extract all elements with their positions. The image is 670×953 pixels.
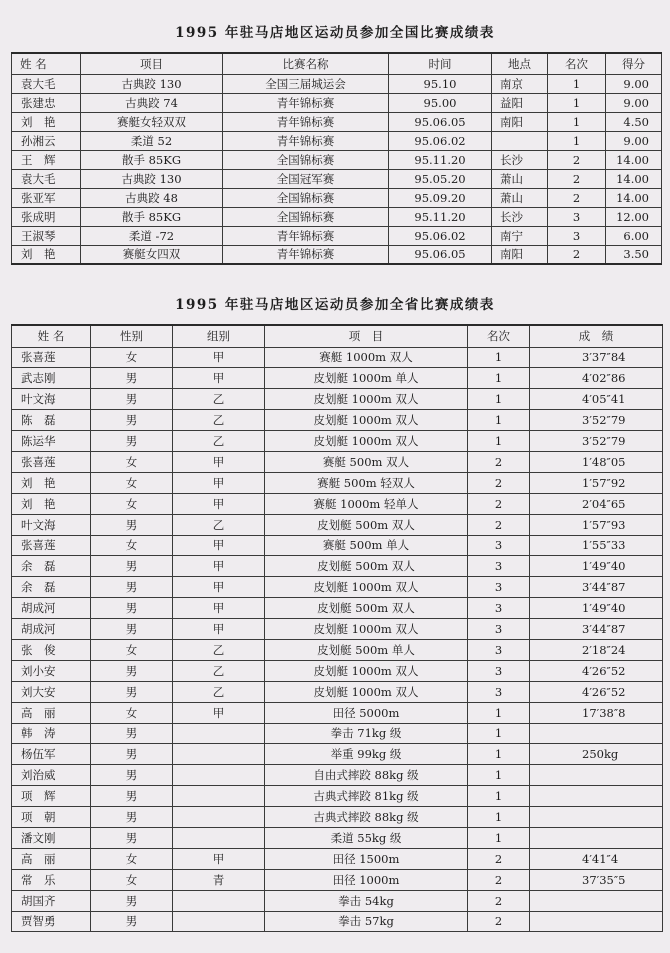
rank-cell: 2 [468,472,530,493]
group-cell: 乙 [173,639,265,660]
group-cell: 甲 [173,368,265,389]
gender-cell: 女 [91,702,173,723]
column-header: 组别 [173,325,265,347]
national-results-table [11,52,662,265]
date-cell: 95.06.02 [389,226,492,245]
athlete-name-cell: 袁大毛 [12,169,81,188]
result-cell: 4′26″52 [530,660,663,681]
table-row [12,431,663,452]
rank-cell: 3 [468,619,530,640]
rank-cell: 3 [548,226,606,245]
result-cell: 1′49″40 [530,556,663,577]
event-cell: 皮划艇 1000m 单人 [265,368,468,389]
event-cell: 赛艇 1000m 轻单人 [265,493,468,514]
rank-cell: 2 [548,150,606,169]
event-cell: 柔道 52 [81,131,223,150]
event-cell: 散手 85KG [81,150,223,169]
date-cell: 95.06.05 [389,112,492,131]
event-cell: 田径 1000m [265,869,468,890]
venue-cell: 南京 [492,74,548,93]
column-header: 姓 名 [12,53,81,74]
score-cell: 9.00 [606,74,662,93]
table-row [12,74,662,93]
date-cell: 95.05.20 [389,169,492,188]
gender-cell: 女 [91,493,173,514]
rank-cell: 3 [468,598,530,619]
column-header: 项 目 [265,325,468,347]
gender-cell: 男 [91,911,173,932]
venue-cell: 益阳 [492,93,548,112]
event-cell: 自由式摔跤 88kg 级 [265,765,468,786]
table-row [12,660,663,681]
rank-cell: 2 [548,245,606,264]
table-row [12,514,663,535]
rank-cell: 1 [468,368,530,389]
group-cell: 甲 [173,619,265,640]
event-cell: 皮划艇 1000m 双人 [265,660,468,681]
result-cell: 3′52″79 [530,410,663,431]
gender-cell: 女 [91,347,173,368]
rank-cell: 2 [468,848,530,869]
table-row [12,410,663,431]
athlete-name-cell: 余 磊 [12,556,91,577]
rank-cell: 1 [468,786,530,807]
table-row [12,207,662,226]
athlete-name-cell: 刘 艳 [12,112,81,131]
group-cell: 甲 [173,598,265,619]
header-row [12,325,663,347]
table-row [12,556,663,577]
athlete-name-cell: 张喜莲 [12,535,91,556]
result-cell [530,786,663,807]
competition-cell: 青年锦标赛 [223,226,389,245]
rank-cell: 2 [468,869,530,890]
gender-cell: 女 [91,848,173,869]
rank-cell: 1 [468,807,530,828]
date-cell: 95.10 [389,74,492,93]
event-cell: 柔道 55kg 级 [265,827,468,848]
result-cell: 4′05″41 [530,389,663,410]
athlete-name-cell: 张喜莲 [12,451,91,472]
table-row [12,869,663,890]
gender-cell: 男 [91,431,173,452]
table-row [12,848,663,869]
athlete-name-cell: 陈 磊 [12,410,91,431]
rank-cell: 3 [548,207,606,226]
athlete-name-cell: 叶文海 [12,514,91,535]
group-cell: 乙 [173,514,265,535]
column-header: 项目 [81,53,223,74]
athlete-name-cell: 胡成河 [12,598,91,619]
column-header: 性别 [91,325,173,347]
event-cell: 皮划艇 1000m 双人 [265,431,468,452]
rank-cell: 1 [468,347,530,368]
table-row [12,723,663,744]
athlete-name-cell: 余 磊 [12,577,91,598]
result-cell: 4′02″86 [530,368,663,389]
rank-cell: 3 [468,681,530,702]
venue-cell: 长沙 [492,207,548,226]
rank-cell: 2 [548,169,606,188]
athlete-name-cell: 张建忠 [12,93,81,112]
rank-cell: 1 [468,431,530,452]
result-cell: 4′41″4 [530,848,663,869]
table-row [12,639,663,660]
result-cell [530,890,663,911]
date-cell: 95.06.05 [389,245,492,264]
competition-cell: 全国三届城运会 [223,74,389,93]
result-cell: 1′57″92 [530,472,663,493]
athlete-name-cell: 刘大安 [12,681,91,702]
athlete-name-cell: 常 乐 [12,869,91,890]
group-cell [173,807,265,828]
result-cell: 3′44″87 [530,577,663,598]
event-cell: 田径 1500m [265,848,468,869]
result-cell: 1′55″33 [530,535,663,556]
result-cell: 2′04″65 [530,493,663,514]
rank-cell: 1 [468,389,530,410]
athlete-name-cell: 张 俊 [12,639,91,660]
athlete-name-cell: 王 辉 [12,150,81,169]
column-header: 成 绩 [530,325,663,347]
group-cell: 甲 [173,493,265,514]
table-row [12,112,662,131]
venue-cell: 萧山 [492,188,548,207]
score-cell: 4.50 [606,112,662,131]
venue-cell: 南宁 [492,226,548,245]
athlete-name-cell: 贾智勇 [12,911,91,932]
venue-cell: 长沙 [492,150,548,169]
group-cell: 甲 [173,848,265,869]
group-cell: 乙 [173,431,265,452]
rank-cell: 3 [468,556,530,577]
column-header: 时间 [389,53,492,74]
event-cell: 古典式摔跤 88kg 级 [265,807,468,828]
gender-cell: 女 [91,472,173,493]
table-row [12,827,663,848]
competition-cell: 青年锦标赛 [223,93,389,112]
table-row [12,702,663,723]
athlete-name-cell: 王淑琴 [12,226,81,245]
gender-cell: 男 [91,577,173,598]
event-cell: 赛艇 500m 双人 [265,451,468,472]
gender-cell: 男 [91,410,173,431]
event-cell: 皮划艇 1000m 双人 [265,577,468,598]
venue-cell: 南阳 [492,245,548,264]
athlete-name-cell: 高 丽 [12,702,91,723]
athlete-name-cell: 陈运华 [12,431,91,452]
event-cell: 古典跤 130 [81,169,223,188]
gender-cell: 男 [91,368,173,389]
rank-cell: 1 [468,744,530,765]
result-cell: 250kg [530,744,663,765]
result-cell: 3′37″84 [530,347,663,368]
athlete-name-cell: 项 朝 [12,807,91,828]
group-cell [173,786,265,807]
competition-cell: 全国锦标赛 [223,207,389,226]
event-cell: 皮划艇 500m 双人 [265,598,468,619]
table-row [12,577,663,598]
athlete-name-cell: 韩 涛 [12,723,91,744]
score-cell: 9.00 [606,131,662,150]
score-cell: 12.00 [606,207,662,226]
rank-cell: 2 [468,493,530,514]
athlete-name-cell: 张亚军 [12,188,81,207]
group-cell: 乙 [173,389,265,410]
table-row [12,786,663,807]
result-cell: 3′52″79 [530,431,663,452]
gender-cell: 男 [91,681,173,702]
table-row [12,169,662,188]
event-cell: 皮划艇 500m 单人 [265,639,468,660]
gender-cell: 男 [91,765,173,786]
result-cell: 4′26″52 [530,681,663,702]
rank-cell: 1 [548,93,606,112]
gender-cell: 男 [91,514,173,535]
event-cell: 皮划艇 1000m 双人 [265,389,468,410]
competition-cell: 全国锦标赛 [223,188,389,207]
event-cell: 皮划艇 1000m 双人 [265,619,468,640]
rank-cell: 3 [468,639,530,660]
athlete-name-cell: 胡国齐 [12,890,91,911]
rank-cell: 1 [548,112,606,131]
event-cell: 柔道 -72 [81,226,223,245]
result-cell [530,827,663,848]
event-cell: 古典跤 74 [81,93,223,112]
rank-cell: 2 [468,911,530,932]
athlete-name-cell: 武志刚 [12,368,91,389]
table-row [12,188,662,207]
athlete-name-cell: 刘 艳 [12,472,91,493]
gender-cell: 男 [91,744,173,765]
venue-cell: 南阳 [492,112,548,131]
venue-cell [492,131,548,150]
result-cell [530,807,663,828]
gender-cell: 男 [91,807,173,828]
athlete-name-cell: 杨伍军 [12,744,91,765]
group-cell: 甲 [173,535,265,556]
gender-cell: 女 [91,451,173,472]
group-cell [173,723,265,744]
table-row [12,744,663,765]
score-cell: 9.00 [606,93,662,112]
table-row [12,368,663,389]
gender-cell: 男 [91,660,173,681]
athlete-name-cell: 刘治威 [12,765,91,786]
competition-cell: 全国锦标赛 [223,150,389,169]
score-cell: 14.00 [606,150,662,169]
column-header: 比赛名称 [223,53,389,74]
table-row [12,598,663,619]
table-row [12,619,663,640]
table-row [12,807,663,828]
provincial-table-body [12,347,663,932]
result-cell [530,723,663,744]
athlete-name-cell: 袁大毛 [12,74,81,93]
event-cell: 拳击 71kg 级 [265,723,468,744]
rank-cell: 1 [468,765,530,786]
gender-cell: 男 [91,619,173,640]
rank-cell: 2 [468,514,530,535]
table-row [12,150,662,169]
table-row [12,911,663,932]
athlete-name-cell: 项 辉 [12,786,91,807]
result-cell: 17′38″8 [530,702,663,723]
gender-cell: 男 [91,890,173,911]
athlete-name-cell: 潘文刚 [12,827,91,848]
gender-cell: 男 [91,786,173,807]
event-cell: 赛艇 500m 单人 [265,535,468,556]
rank-cell: 2 [468,451,530,472]
score-cell: 3.50 [606,245,662,264]
rank-cell: 1 [468,702,530,723]
table-row [12,535,663,556]
rank-cell: 3 [468,535,530,556]
table-row [12,493,663,514]
group-cell: 乙 [173,410,265,431]
athlete-name-cell: 高 丽 [12,848,91,869]
athlete-name-cell: 叶文海 [12,389,91,410]
rank-cell: 3 [468,660,530,681]
gender-cell: 男 [91,723,173,744]
group-cell [173,765,265,786]
event-cell: 赛艇女四双 [81,245,223,264]
event-cell: 赛艇女轻双双 [81,112,223,131]
result-cell [530,765,663,786]
result-cell: 2′18″24 [530,639,663,660]
score-cell: 6.00 [606,226,662,245]
provincial-table-title: 1995 年驻马店地区运动员参加全省比赛成绩表 [175,297,495,313]
group-cell: 甲 [173,577,265,598]
athlete-name-cell: 刘小安 [12,660,91,681]
gender-cell: 女 [91,639,173,660]
column-header: 名次 [548,53,606,74]
rank-cell: 1 [468,410,530,431]
athlete-name-cell: 胡成河 [12,619,91,640]
event-cell: 古典跤 130 [81,74,223,93]
group-cell: 乙 [173,660,265,681]
result-cell [530,911,663,932]
column-header: 得分 [606,53,662,74]
gender-cell: 女 [91,535,173,556]
athlete-name-cell: 张成明 [12,207,81,226]
date-cell: 95.00 [389,93,492,112]
group-cell: 甲 [173,556,265,577]
table-row [12,451,663,472]
event-cell: 田径 5000m [265,702,468,723]
event-cell: 皮划艇 1000m 双人 [265,681,468,702]
event-cell: 皮划艇 500m 双人 [265,556,468,577]
gender-cell: 男 [91,598,173,619]
table-row [12,245,662,264]
event-cell: 拳击 54kg [265,890,468,911]
table-row [12,890,663,911]
competition-cell: 青年锦标赛 [223,245,389,264]
group-cell [173,890,265,911]
score-cell: 14.00 [606,169,662,188]
event-cell: 赛艇 1000m 双人 [265,347,468,368]
event-cell: 拳击 57kg [265,911,468,932]
athlete-name-cell: 刘 艳 [12,245,81,264]
group-cell: 乙 [173,681,265,702]
athlete-name-cell: 孙湘云 [12,131,81,150]
rank-cell: 3 [468,577,530,598]
athlete-name-cell: 刘 艳 [12,493,91,514]
rank-cell: 1 [548,131,606,150]
column-header: 姓 名 [12,325,91,347]
header-row [12,53,662,74]
date-cell: 95.09.20 [389,188,492,207]
table-row [12,131,662,150]
competition-cell: 青年锦标赛 [223,112,389,131]
event-cell: 古典跤 48 [81,188,223,207]
date-cell: 95.11.20 [389,150,492,169]
result-cell: 37′35″5 [530,869,663,890]
gender-cell: 男 [91,389,173,410]
rank-cell: 2 [468,890,530,911]
group-cell: 甲 [173,702,265,723]
national-table-header [12,53,662,74]
table-row [12,226,662,245]
gender-cell: 男 [91,556,173,577]
rank-cell: 1 [548,74,606,93]
venue-cell: 萧山 [492,169,548,188]
rank-cell: 1 [468,827,530,848]
column-header: 地点 [492,53,548,74]
provincial-results-table [11,324,663,932]
event-cell: 皮划艇 1000m 双人 [265,410,468,431]
event-cell: 散手 85KG [81,207,223,226]
rank-cell: 2 [548,188,606,207]
group-cell: 青 [173,869,265,890]
athlete-name-cell: 张喜莲 [12,347,91,368]
table-row [12,347,663,368]
gender-cell: 男 [91,827,173,848]
event-cell: 赛艇 500m 轻双人 [265,472,468,493]
national-table-body [12,74,662,264]
result-cell: 1′49″40 [530,598,663,619]
table-row [12,681,663,702]
table-row [12,765,663,786]
event-cell: 举重 99kg 级 [265,744,468,765]
table-row [12,389,663,410]
date-cell: 95.11.20 [389,207,492,226]
column-header: 名次 [468,325,530,347]
group-cell: 甲 [173,347,265,368]
gender-cell: 女 [91,869,173,890]
competition-cell: 青年锦标赛 [223,131,389,150]
group-cell: 甲 [173,451,265,472]
group-cell [173,911,265,932]
group-cell [173,744,265,765]
group-cell: 甲 [173,472,265,493]
score-cell: 14.00 [606,188,662,207]
competition-cell: 全国冠军赛 [223,169,389,188]
event-cell: 皮划艇 500m 双人 [265,514,468,535]
event-cell: 古典式摔跤 81kg 级 [265,786,468,807]
rank-cell: 1 [468,723,530,744]
table-row [12,472,663,493]
date-cell: 95.06.02 [389,131,492,150]
group-cell [173,827,265,848]
result-cell: 1′48″05 [530,451,663,472]
provincial-table-header [12,325,663,347]
table-row [12,93,662,112]
national-table-title: 1995 年驻马店地区运动员参加全国比赛成绩表 [175,25,495,41]
result-cell: 1′57″93 [530,514,663,535]
result-cell: 3′44″87 [530,619,663,640]
